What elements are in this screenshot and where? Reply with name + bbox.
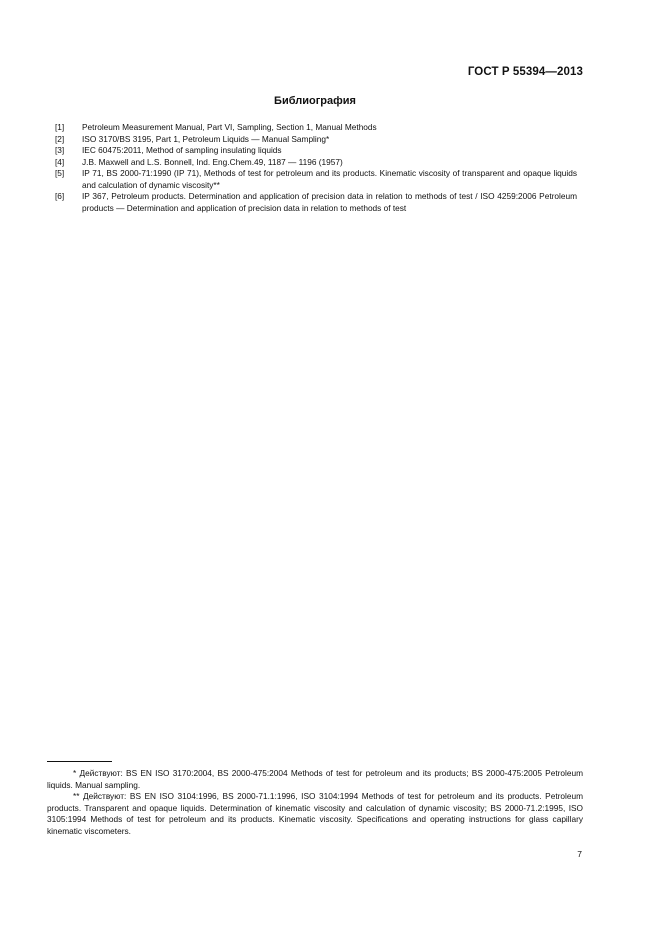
bibliography-item <box>55 168 577 191</box>
page-number: 7 <box>577 849 582 859</box>
bibliography-list <box>55 122 577 214</box>
bibliography-item-number: [3] <box>55 145 65 155</box>
bibliography-item-number: [2] <box>55 133 65 144</box>
bibliography-item-text: Petroleum Measurement Manual, Part VI, Sampling, Section 1, Manual Methods <box>82 122 377 132</box>
bibliography-item <box>55 122 577 134</box>
bibliography-item <box>55 134 577 146</box>
bibliography-item <box>55 191 577 214</box>
bibliography-item-text: IEC 60475:2011, Method of sampling insulating liquids <box>82 145 282 155</box>
bibliography-item-text: IP 71, BS 2000-71:1990 (IP 71), Methods of test for petroleum and its products. Kinematic viscosity of transparent and opaque liquids and calculation of dynamic viscosity** <box>82 168 577 190</box>
bibliography-item <box>55 157 577 169</box>
bibliography-item-number: [6] <box>55 191 65 201</box>
footnote: * Действуют: BS EN ISO 3170:2004, BS 2000-475:2004 Methods of test for petroleum and its products; BS 2000-475:2005 Petroleum liquids. Manual sampling. <box>47 768 583 790</box>
bibliography-item-text: IP 367, Petroleum products. Determination and application of precision data in relation to methods of test / ISO 4259:2006 Petroleum products — Determination and application of precision data in relation to methods of test <box>82 191 577 213</box>
bibliography-item <box>55 145 577 157</box>
bibliography-title: Библиография <box>274 95 356 107</box>
bibliography-item-number: [1] <box>55 122 65 132</box>
bibliography-item-number: [5] <box>55 168 65 178</box>
bibliography-item-text: ISO 3170/BS 3195, Part 1, Petroleum Liquids — Manual Sampling* <box>82 133 330 144</box>
footnote: ** Действуют: BS EN ISO 3104:1996, BS 2000-71.1:1996, ISO 3104:1994 Methods of test for petroleum and its products. Petroleum products. Transparent and opaque liquids. Determination of kinematic viscosity and calculation of dynamic viscosity; BS 2000-71.2:1995, ISO 3105:1994 Methods of test for petroleum and its products. Kinematic viscosity. Specifications and operating instructions for glass capillary kinematic viscometers. <box>47 791 583 836</box>
footnote-divider <box>47 761 112 762</box>
document-code: ГОСТ Р 55394—2013 <box>467 66 583 78</box>
bibliography-item-number: [4] <box>55 156 65 167</box>
bibliography-item-text: J.B. Maxwell and L.S. Bonnell, Ind. Eng.Chem.49, 1187 — 1196 (1957) <box>82 156 343 167</box>
footnotes <box>47 768 583 838</box>
